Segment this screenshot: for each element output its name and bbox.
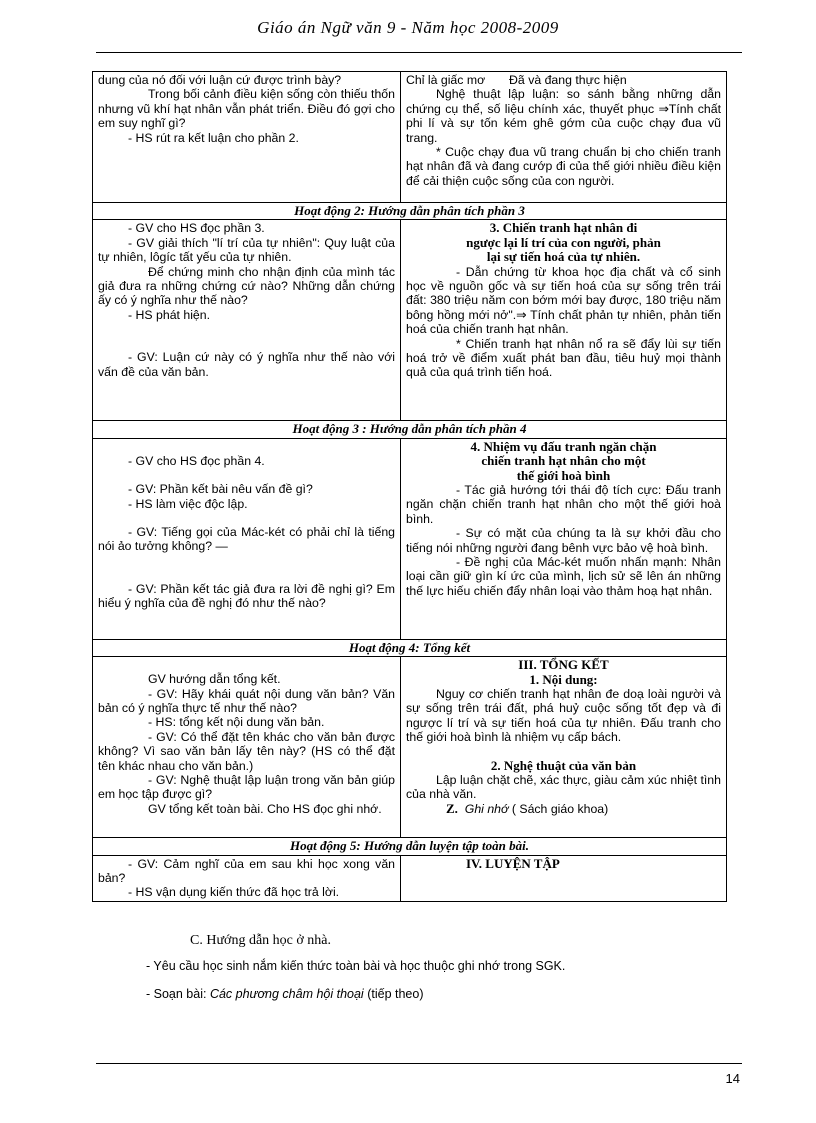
homework-line — [146, 987, 423, 1001]
section2-right-text: * Chiến tranh hạt nhân nổ ra sẽ đẩy lùi sự tiến hoá trở về điểm xuất phát ban đầu, tiêu huỷ mọi thành quả của quá trình tiến hoá. — [406, 336, 721, 380]
section4-left-text: - HS: tổng kết nội dung văn bản. — [148, 715, 325, 730]
section4-left-text: - GV: Nghệ thuật lập luận trong văn bản giúp em học tập được gì? — [98, 773, 395, 802]
section5-heading: IV. LUYỆN TẬP — [466, 855, 560, 871]
section4-left-text: - GV: Có thể đặt tên khác cho văn bản được không? Vì sao văn bản lấy tên này? (HS có thể đặt tên khác nhau cho văn bản.) — [98, 729, 395, 773]
section3-heading: chiến tranh hạt nhân cho một — [481, 453, 646, 469]
intro-left-text: Trong bối cảnh điều kiện sống còn thiếu thốn nhưng vũ khí hạt nhân vẫn phát triển. Điều đó gợi cho em suy nghĩ gì? — [98, 87, 395, 131]
section3-right-text: - Sự có mặt của chúng ta là sự khởi đầu cho tiếng nói những người đang bênh vực bảo vệ hoà bình. — [406, 526, 721, 555]
section4-left-text: GV hướng dẫn tổng kết. — [148, 672, 281, 687]
section4-left-text: - GV: Hãy khái quát nội dung văn bản? Văn bản có ý nghĩa thực tế như thế nào? — [98, 686, 395, 716]
section-title-row — [93, 203, 727, 220]
section4-subheading: 1. Nội dung: — [529, 671, 598, 687]
section2-right-text: - Dẫn chứng từ khoa học địa chất và cổ sinh học về nguồn gốc và sự tiến hoá của sự sống trên trái đất: 380 triệu năm con bớm mới bay được, 180 triệu năm bông hồng mới nở".⇒ Tính chất phản tự nhiên, phản tiến hoá của chiến tranh hạt nhân. — [406, 264, 721, 337]
page-header: Giáo án Ngữ văn 9 - Năm học 2008-2009 — [257, 18, 559, 37]
homework-suffix: (tiếp theo) — [367, 987, 424, 1001]
homework-prefix: - Soạn bài: — [146, 987, 207, 1001]
section4-content: Nguy cơ chiến tranh hạt nhân đe doạ loài người và sự sống trên trái đất, phá huỷ cuộc sống tốt đẹp và đi ngược lí trí và sự tiến hoá của tự nhiên. Đấu tranh cho thế giới hoà bình là nhiệm vụ cấp bách. — [406, 687, 721, 745]
section-title-row — [93, 421, 727, 438]
note-letter: Z. — [446, 800, 458, 816]
section-title: Hoạt động 5: Hướng dẫn luyện tập toàn bài. — [93, 838, 727, 855]
section4-heading: III. TỔNG KẾT — [518, 657, 609, 673]
section5-left-text: - GV: Cảm nghĩ của em sau khi học xong văn bản? — [98, 856, 395, 886]
section3-heading: thế giới hoà bình — [516, 467, 611, 483]
section3-left-text: - GV: Phần kết bài nêu vấn đề gì? — [128, 482, 313, 497]
section4-content: Lập luận chặt chẽ, xác thực, giàu cảm xúc nhiệt tình của nhà văn. — [406, 773, 721, 802]
intro-right-cell — [401, 72, 727, 203]
section2-left-text: - GV cho HS đọc phần 3. — [128, 221, 265, 236]
section5-row — [93, 855, 727, 901]
intro-left-text: dung của nó đối với luận cứ được trình bày? — [98, 73, 342, 87]
section-title: Hoạt động 3 : Hướng dẫn phân tích phần 4 — [93, 421, 727, 438]
homework-line: - Yêu cầu học sinh nắm kiến thức toàn bài và học thuộc ghi nhớ trong SGK. — [146, 959, 566, 973]
section2-left-text: Để chứng minh cho nhận định của mình tác giả đưa ra những chứng cứ nào? Những dẫn chứng ấy có ý nghĩa như thế nào? — [98, 264, 395, 308]
section3-right-text: - Đề nghị của Mác-két muốn nhấn mạnh: Nhân loại cần giữ gìn kí ức của mình, lịch sử sẽ lên án những thế lực hiếu chiến đẩy nhân loại vào thảm hoạ hạt nhân. — [406, 555, 721, 598]
section3-right-text: - Tác giả hướng tới thái độ tích cực: Đấu tranh ngăn chặn chiến tranh hạt nhân cho một thế giới hoà bình. — [406, 483, 721, 526]
section4-subheading: 2. Nghệ thuật của văn bản — [490, 757, 637, 773]
lesson-table — [92, 71, 727, 902]
section2-heading: ngược lại lí trí của con người, phản — [466, 234, 661, 250]
section-title-row — [93, 639, 727, 656]
homework-lesson-title: Các phương châm hội thoại — [209, 987, 364, 1001]
section-title: Hoạt động 4: Tổng kết — [93, 639, 727, 656]
section3-left-text: - GV cho HS đọc phần 4. — [128, 453, 265, 468]
section2-left-text: - GV giải thích "lí trí của tự nhiên": Quy luật của tự nhiên, lôgíc tất yếu của tự nhiên. — [98, 235, 395, 265]
section2-left-cell — [93, 220, 401, 421]
intro-right-text: Chỉ là giấc mơ Đã và đang thực hiện — [406, 73, 627, 87]
intro-left-text: - HS rút ra kết luận cho phần 2. — [128, 130, 299, 145]
section4-left-text: GV tổng kết toàn bài. Cho HS đọc ghi nhớ. — [148, 801, 382, 816]
section2-right-cell — [401, 220, 727, 421]
section3-heading: 4. Nhiệm vụ đấu tranh ngăn chặn — [470, 438, 657, 454]
section2-row — [93, 220, 727, 421]
section4-row — [93, 657, 727, 838]
page-number: 14 — [725, 1071, 740, 1086]
section4-left-cell — [93, 657, 401, 838]
section3-right-cell — [401, 438, 727, 639]
section2-left-text: - GV: Luận cứ này có ý nghĩa như thế nào với vấn đề của văn bản. — [98, 350, 395, 379]
section3-left-text: - GV: Tiếng gọi của Mác-két có phải chỉ là tiếng nói ảo tưởng không? — — [98, 525, 395, 554]
note-source: ( Sách giáo khoa) — [511, 801, 609, 816]
header-rule — [96, 52, 742, 53]
section2-left-text: - HS phát hiện. — [128, 307, 211, 322]
section2-heading: 3. Chiến tranh hạt nhân đi — [489, 220, 638, 236]
section4-right-cell — [401, 657, 727, 838]
intro-left-cell — [93, 72, 401, 203]
homework-title: C. Hướng dẫn học ở nhà. — [190, 933, 331, 948]
intro-row — [93, 72, 727, 203]
section5-left-cell — [93, 855, 401, 901]
section3-left-cell — [93, 438, 401, 639]
section3-left-text: - HS làm việc độc lập. — [128, 496, 248, 511]
section5-right-cell — [401, 855, 727, 901]
section3-row — [93, 438, 727, 639]
section3-left-text: - GV: Phần kết tác giả đưa ra lời đề nghị gì? Em hiểu ý nghĩa của đề nghị đó như thế nào? — [98, 581, 395, 611]
section-title: Hoạt động 2: Hướng dẫn phân tích phần 3 — [93, 203, 727, 220]
note-label: Ghi nhớ — [464, 801, 509, 816]
section-title-row — [93, 838, 727, 855]
intro-right-text: Nghệ thuật lập luận: so sánh bằng những dẫn chứng cụ thể, số liệu chính xác, thuyết phục ⇒Tính chất phi lí và sự tốn kém ghê gớm của cuộc chạy đua vũ trang. — [406, 87, 721, 145]
footer-rule — [96, 1063, 742, 1064]
section5-left-text: - HS vận dụng kiến thức đã học trả lời. — [128, 885, 340, 900]
section2-heading: lại sự tiến hoá của tự nhiên. — [486, 249, 641, 265]
intro-right-text: * Cuộc chạy đua vũ trang chuẩn bị cho chiến tranh hạt nhân đã và đang cướp đi của thế giới nhiều điều kiện để cải thiện cuộc sống của con người. — [406, 145, 721, 188]
